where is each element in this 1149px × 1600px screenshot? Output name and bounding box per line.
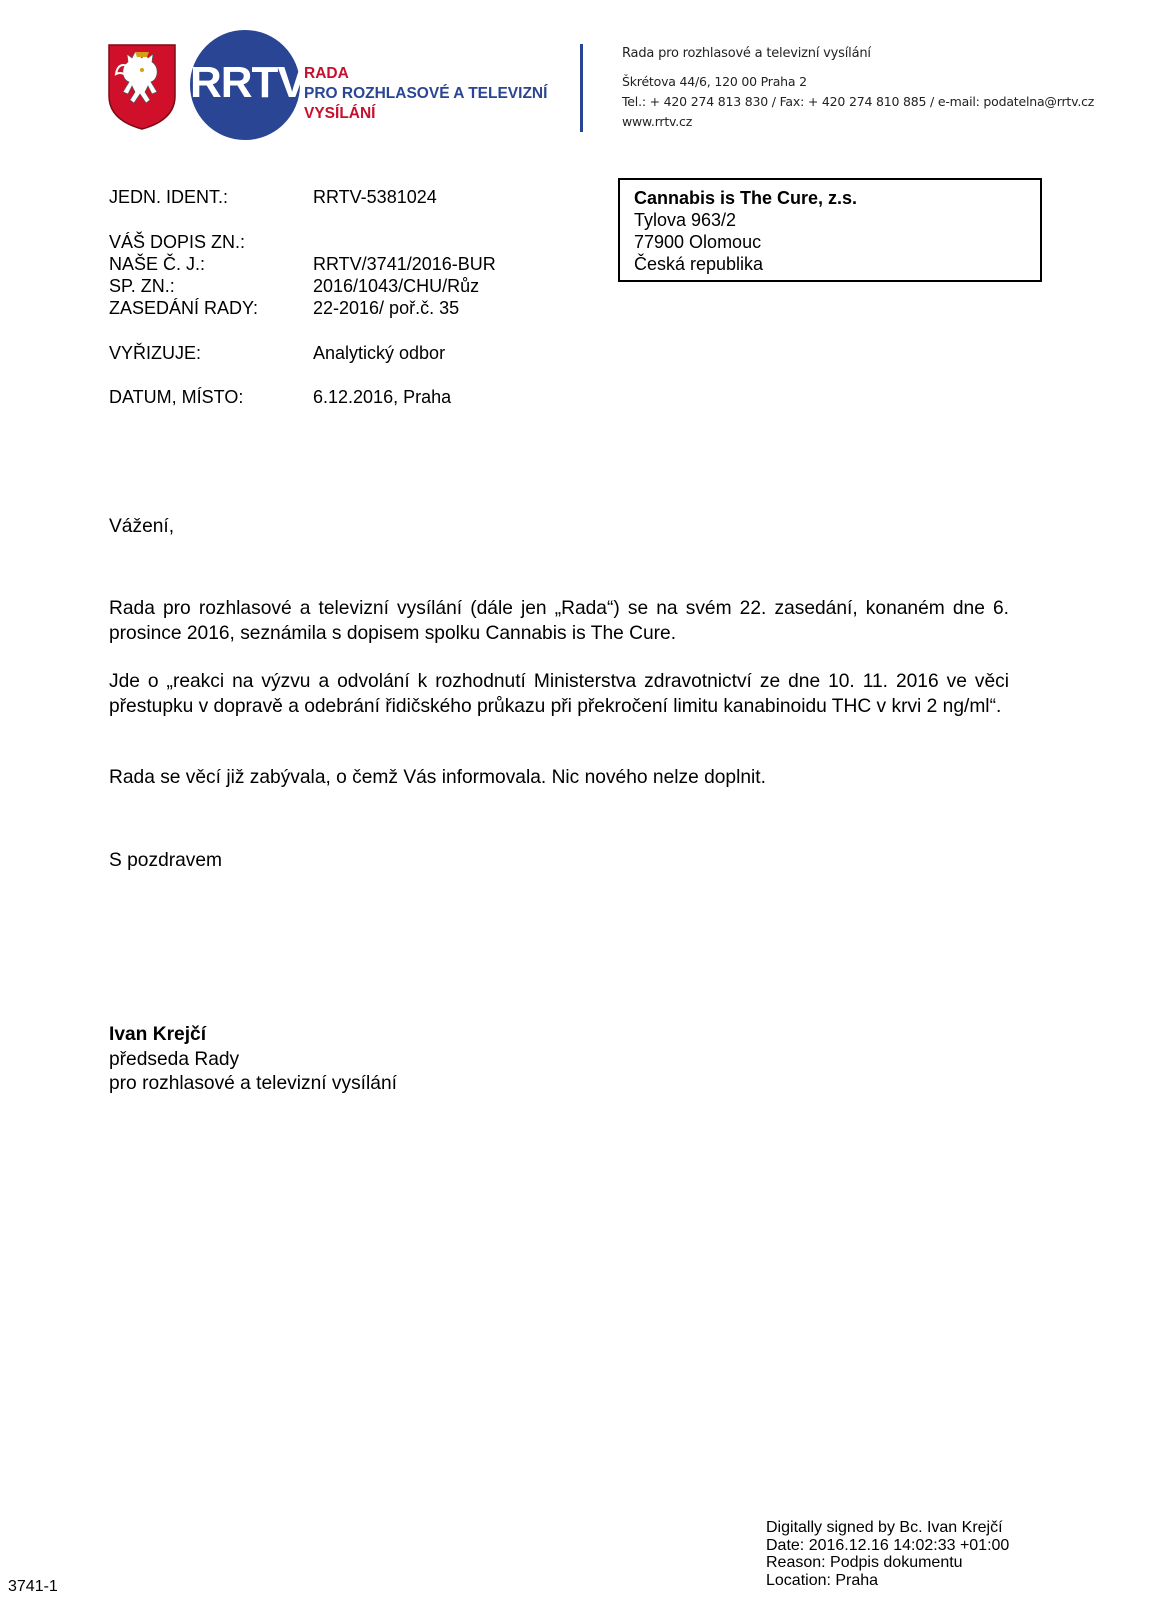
meta-label-datum-misto: DATUM, MÍSTO: xyxy=(109,387,244,407)
recipient-country: Česká republika xyxy=(634,254,764,274)
recipient-address-box xyxy=(618,178,1042,282)
meta-value-jedn-ident: RRTV-5381024 xyxy=(313,187,437,207)
rrtv-logo-abbreviation: RRTV xyxy=(190,58,306,107)
signatory-name: Ivan Krejčí xyxy=(109,1024,207,1045)
header-address: Škrétova 44/6, 120 00 Praha 2 xyxy=(622,74,807,89)
signatory-title-2: pro rozhlasové a televizní vysílání xyxy=(109,1073,397,1094)
digital-signature-signer: Digitally signed by Bc. Ivan Krejčí xyxy=(766,1519,1003,1536)
signature-block xyxy=(109,1023,1009,1097)
header-web: www.rrtv.cz xyxy=(622,114,693,129)
meta-label-nase-cj: NAŠE Č. J.: xyxy=(109,254,206,274)
signatory-title-1: předseda Rady xyxy=(109,1048,240,1070)
digital-signature-location: Location: Praha xyxy=(766,1571,879,1589)
salutation: Vážení, xyxy=(109,516,175,537)
digital-signature-block xyxy=(766,1519,1009,1589)
meta-value-sp-zn: 2016/1043/CHU/Růz xyxy=(313,276,480,296)
recipient-street: Tylova 963/2 xyxy=(634,210,737,230)
meta-value-datum-misto: 6.12.2016, Praha xyxy=(313,387,452,407)
digital-signature-reason: Reason: Podpis dokumentu xyxy=(766,1554,963,1571)
header-contact-line: Tel.: + 420 274 813 830 / Fax: + 420 274 810 885 / e-mail: podatelna@rrtv.cz xyxy=(622,94,1095,109)
rrtv-logo-name xyxy=(304,64,547,124)
meta-label-vyrizuje: VYŘIZUJE: xyxy=(109,343,202,363)
recipient-name: Cannabis is The Cure, z.s. xyxy=(634,188,858,208)
meta-label-sp-zn: SP. ZN.: xyxy=(109,276,175,296)
meta-value-vyrizuje: Analytický odbor xyxy=(313,343,446,363)
meta-label-jedn-ident: JEDN. IDENT.: xyxy=(109,187,229,207)
logo-name-line-1: RADA xyxy=(304,65,349,82)
logo-name-line-2: PRO ROZHLASOVÉ A TELEVIZNÍ xyxy=(304,85,548,102)
czech-coat-of-arms-icon xyxy=(108,44,176,130)
meta-value-zasedani: 22-2016/ poř.č. 35 xyxy=(313,298,460,318)
meta-value-nase-cj: RRTV/3741/2016-BUR xyxy=(313,254,496,274)
meta-label-vas-dopis: VÁŠ DOPIS ZN.: xyxy=(109,232,246,252)
body-paragraph-2: Jde o „reakci na výzvu a odvolání k rozhodnutí Ministerstva zdravotnictví ze dne 10. 11. 2016 ve věci přestupku v dopravě a odebrání řidičského průkazu při překročení limitu kanabinoidu THC v krvi 2 ng/ml“. xyxy=(109,671,1009,717)
closing: S pozdravem xyxy=(109,850,223,871)
header-contact-block xyxy=(622,44,1094,132)
recipient-city: 77900 Olomouc xyxy=(634,232,762,252)
meta-label-zasedani: ZASEDÁNÍ RADY: xyxy=(109,298,259,318)
document-code: 3741-1 xyxy=(8,1578,58,1595)
body-paragraph-3: Rada se věcí již zabývala, o čemž Vás informovala. Nic nového nelze doplnit. xyxy=(109,767,766,788)
digital-signature-date: Date: 2016.12.16 14:02:33 +01:00 xyxy=(766,1536,1010,1554)
header-divider xyxy=(580,44,583,132)
body-paragraph-1: Rada pro rozhlasové a televizní vysílání (dále jen „Rada“) se na svém 22. zasedání, konaném dne 6. prosince 2016, seznámila s dopisem spolku Cannabis is The Cure. xyxy=(109,598,1009,644)
header-org-name: Rada pro rozhlasové a televizní vysílání xyxy=(622,46,871,61)
logo-name-line-3: VYSÍLÁNÍ xyxy=(304,105,376,122)
